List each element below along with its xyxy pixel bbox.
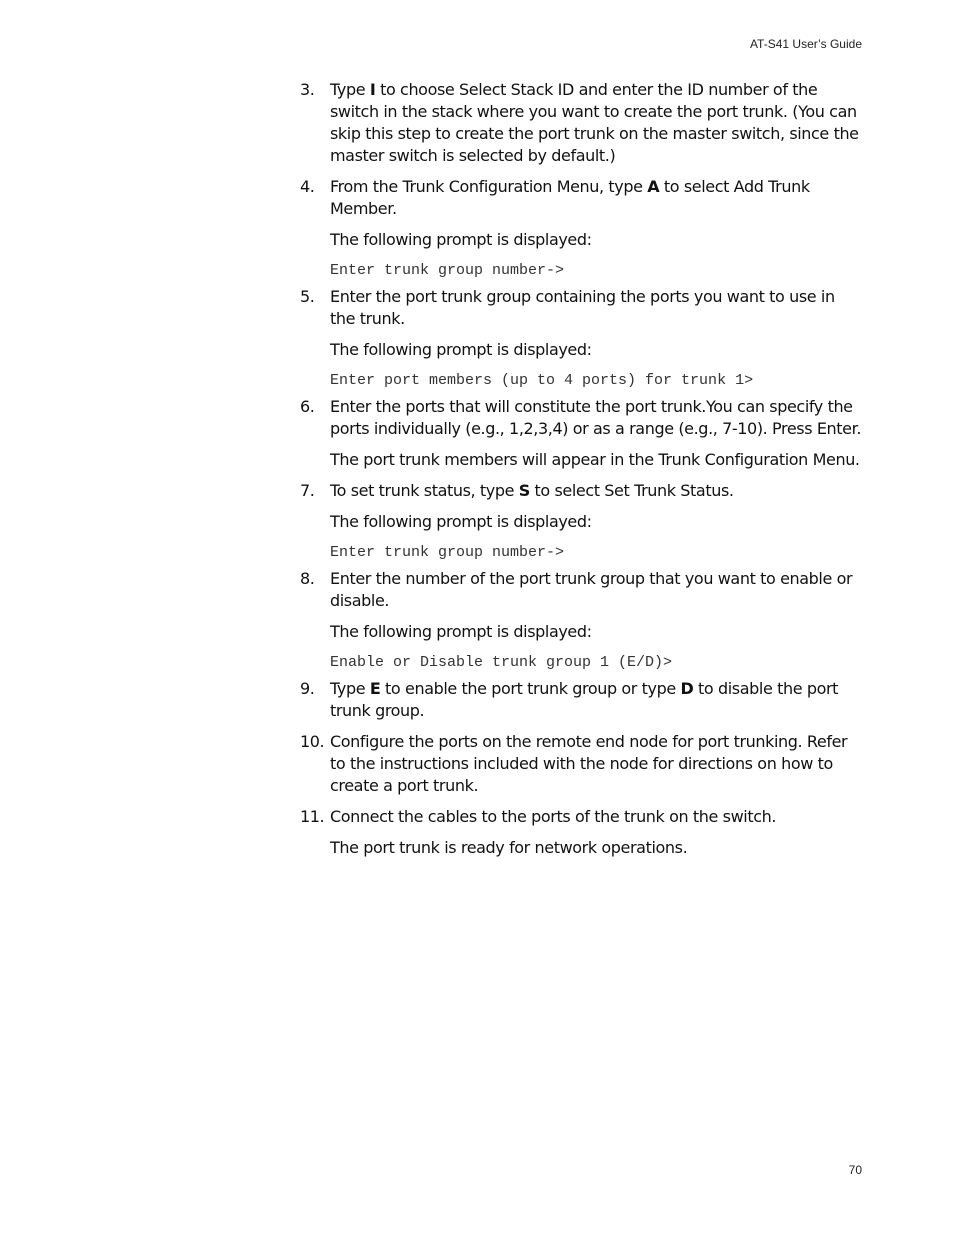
ready-note: The port trunk is ready for network operations.	[330, 838, 688, 857]
code-prompt: Enable or Disable trunk group 1 (E/D)>	[330, 654, 673, 671]
step-7	[300, 480, 862, 502]
step-10	[300, 731, 862, 797]
key-letter: I	[369, 80, 376, 99]
step-text: Configure the ports on the remote end node for port trunking. Refer to the instructions included with the node for directions on how to create a port trunk.	[330, 732, 848, 795]
code-prompt: Enter port members (up to 4 ports) for trunk 1>	[330, 372, 754, 389]
step-3	[300, 79, 862, 167]
step-number: 7.	[300, 481, 315, 500]
prompt-note: The following prompt is displayed:	[330, 340, 592, 359]
prompt-note: The following prompt is displayed:	[330, 622, 592, 641]
step-5	[300, 286, 862, 330]
step-text: Enter the port trunk group containing the ports you want to use in the trunk.	[330, 287, 835, 328]
step-number: 10.	[300, 732, 325, 751]
step-text: From the Trunk Configuration Menu, type A to select Add Trunk Member.	[330, 177, 810, 218]
prompt-note: The following prompt is displayed:	[330, 230, 592, 249]
step-text: To set trunk status, type S to select Set Trunk Status.	[330, 481, 734, 500]
step-number: 5.	[300, 287, 315, 306]
key-letter: E	[369, 679, 381, 698]
step-4	[300, 176, 862, 220]
running-header: AT-S41 User’s Guide	[749, 37, 862, 51]
step-number: 8.	[300, 569, 315, 588]
step-number: 4.	[300, 177, 315, 196]
code-prompt: Enter trunk group number->	[330, 262, 565, 279]
step-number: 3.	[300, 80, 315, 99]
members-note: The port trunk members will appear in the Trunk Configuration Menu.	[330, 450, 860, 469]
step-8	[300, 568, 862, 612]
page-number: 70	[848, 1163, 862, 1177]
key-letter: D	[680, 679, 694, 698]
step-text: Enter the ports that will constitute the port trunk.You can specify the ports individually (e.g., 1,2,3,4) or as a range (e.g., 7-10). Press Enter.	[330, 397, 862, 438]
key-letter: A	[647, 177, 660, 196]
prompt-note: The following prompt is displayed:	[330, 512, 592, 531]
key-letter: S	[518, 481, 530, 500]
step-6	[300, 396, 862, 440]
step-text: Type E to enable the port trunk group or type D to disable the port trunk group.	[330, 679, 839, 720]
step-text: Type I to choose Select Stack ID and enter the ID number of the switch in the stack where you want to create the port trunk. (You can skip this step to create the port trunk on the master switch, since the master switch is selected by default.)	[330, 80, 859, 165]
step-11	[300, 806, 862, 828]
step-9	[300, 678, 862, 722]
step-number: 9.	[300, 679, 315, 698]
document-body	[300, 79, 862, 868]
step-number: 6.	[300, 397, 315, 416]
step-text: Enter the number of the port trunk group that you want to enable or disable.	[330, 569, 853, 610]
step-text: Connect the cables to the ports of the trunk on the switch.	[330, 807, 777, 826]
step-number: 11.	[300, 807, 325, 826]
code-prompt: Enter trunk group number->	[330, 544, 565, 561]
